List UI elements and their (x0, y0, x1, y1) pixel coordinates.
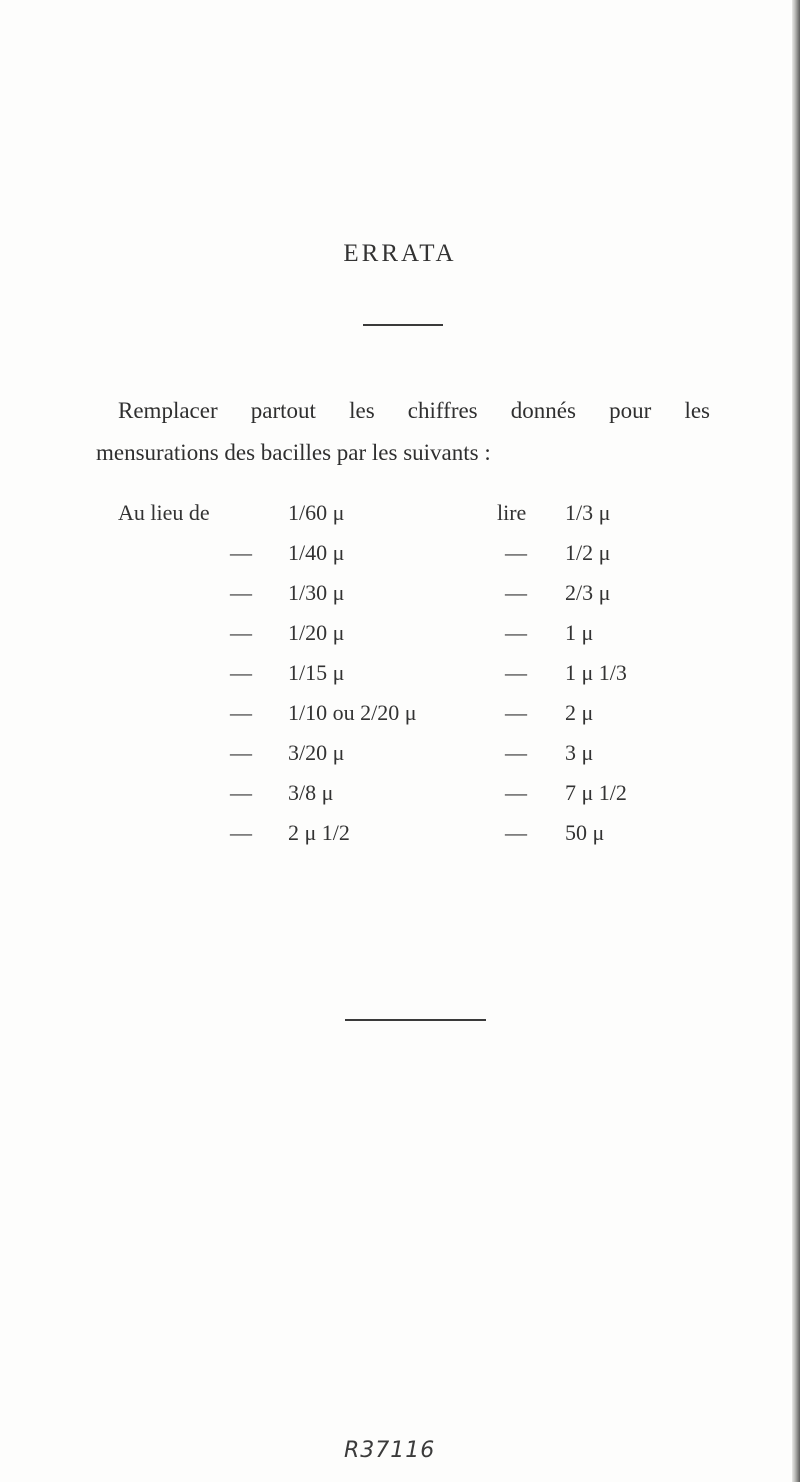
title-rule (363, 324, 443, 326)
new-value: 2 μ (565, 700, 594, 725)
new-value: 2/3 μ (565, 580, 611, 605)
new-value: 1/2 μ (565, 540, 611, 565)
ditto-dash: — (230, 700, 252, 725)
closing-rule (345, 1019, 486, 1021)
intro-line-2: mensurations des bacilles par les suivants : (96, 440, 491, 465)
old-value: 3/20 μ (288, 740, 345, 765)
ditto-dash: — (230, 620, 252, 645)
old-value: 2 μ 1/2 (288, 820, 350, 845)
errata-table (0, 493, 800, 853)
ditto-dash: — (505, 580, 527, 605)
old-value: 1/40 μ (288, 540, 345, 565)
ditto-dash: — (505, 740, 527, 765)
new-value: 7 μ 1/2 (565, 780, 627, 805)
table-row (0, 613, 800, 653)
old-value: 1/20 μ (288, 620, 345, 645)
ditto-dash: — (230, 740, 252, 765)
new-value: 1 μ 1/3 (565, 660, 627, 685)
shelfmark: R37116 (344, 1438, 436, 1463)
new-value: 3 μ (565, 740, 594, 765)
table-row (0, 573, 800, 613)
ditto-dash: — (230, 660, 252, 685)
old-value: 1/60 μ (288, 500, 345, 525)
ditto-dash: — (230, 820, 252, 845)
ditto-dash: — (505, 820, 527, 845)
table-row (0, 493, 800, 533)
table-row (0, 653, 800, 693)
old-value: 3/8 μ (288, 780, 334, 805)
ditto-dash: — (505, 660, 527, 685)
ditto-dash: — (230, 580, 252, 605)
ditto-dash: — (505, 700, 527, 725)
ditto-dash: — (505, 540, 527, 565)
ditto-dash: — (505, 620, 527, 645)
intro-paragraph (96, 390, 710, 474)
intro-line-1: Remplacer partout les chiffres donnés pour les (118, 398, 710, 423)
old-value: 1/30 μ (288, 580, 345, 605)
page-title: ERRATA (343, 240, 457, 267)
table-row (0, 693, 800, 733)
new-value: 50 μ (565, 820, 605, 845)
table-row (0, 813, 800, 853)
new-value: 1 μ (565, 620, 594, 645)
new-value: 1/3 μ (565, 500, 611, 525)
old-value: 1/15 μ (288, 660, 345, 685)
table-row (0, 733, 800, 773)
ditto-dash: — (230, 540, 252, 565)
ditto-dash: — (230, 780, 252, 805)
table-row (0, 773, 800, 813)
ditto-dash: — (505, 780, 527, 805)
old-value: 1/10 ou 2/20 μ (288, 700, 417, 725)
table-row (0, 533, 800, 573)
au-lieu-de-label: Au lieu de (118, 500, 210, 525)
lire-label: lire (497, 500, 527, 525)
